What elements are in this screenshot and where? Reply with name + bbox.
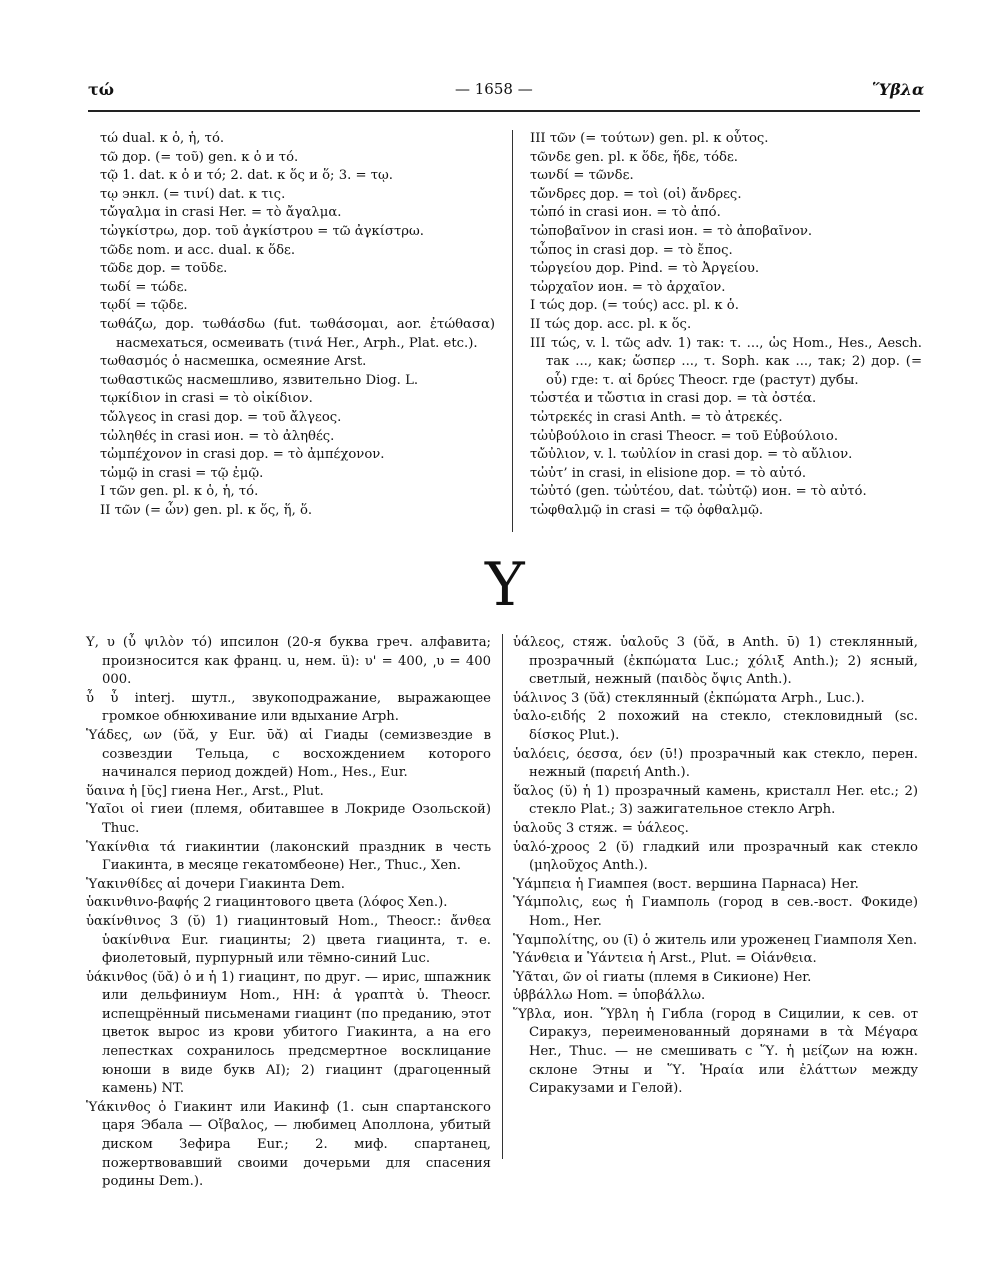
column-divider: [512, 130, 513, 532]
dictionary-entry: ὑάκινθος (ῠᾰ) ὁ и ἡ 1) гиацинт, по друг. — ирис, шпажник или дельфиниум Hom., HH: ἁ γραπτὰ ὑ. Theocr. испещрённый письменами гиацинт (по преданию, этот цветок вырос из крови убитого Гиакинта, а на его лепестках сохранилось предсмертное восклицание юноши в виде букв AI); 2) гиацинт (драгоценный камень) NT.: [86, 969, 491, 1097]
column-bottom-right: [513, 634, 918, 1099]
dictionary-entry: III τῶν (= τούτων) gen. pl. к οὗτος.: [530, 131, 769, 146]
dictionary-entry: τῶ дор. (= τοῦ) gen. к ὁ и τό.: [100, 149, 299, 165]
dictionary-entry: τωθασμός ὁ насмешка, осмеяние Arst.: [100, 354, 367, 370]
dictionary-entry: τῷ 1. dat. к ὁ и τό; 2. dat. к ὅς и ὅ; 3. = τῳ.: [100, 168, 393, 184]
dictionary-entry: τῶδε дор. = τοῦδε.: [100, 261, 228, 277]
dictionary-entry: Ὑακίνθια τά гиакинтии (лаконский праздник в честь Гиакинта, в месяце гекатомбеоне) Her., Thuc., Xen.: [86, 839, 491, 874]
dictionary-entry: τὦπος in crasi дор. = τὸ ἔπος.: [530, 242, 733, 258]
page-number: — 1658 —: [455, 80, 533, 98]
dictionary-entry: Ὑάδες, ων (ῠᾰ, у Eur. ῡᾰ) αἱ Гиады (семизвездие в созвездии Тельца, с восхождением которого начинался период дождей) Hom., Hes., Eur.: [86, 727, 491, 781]
dictionary-entry: ὕαλος (ῠ) ἡ 1) прозрачный камень, кристалл Her. etc.; 2) стекло Plat.; 3) зажигательное стекло Arph.: [513, 783, 918, 818]
dictionary-entry: τὠπό in crasi ион. = τὸ ἀπό.: [530, 205, 721, 221]
dictionary-entry: τὠὐτό (gen. τὠὐτέου, dat. τὠὐτῷ) ион. = τὸ αὐτό.: [530, 484, 867, 500]
column-bottom-left: [86, 634, 491, 1192]
dictionary-entry: Ὕβλα, ион. Ὕβλη ἡ Гибла (город в Сицилии, к сев. от Сиракуз, переименованный дорянами в τὰ Μέγαρα Her., Thuc. — не смешивать с Ὕ. ἡ μείζων на южн. склоне Этны и Ὕ. Ἡραία или ἐλάττων между Сиракузами и Гелой).: [513, 1006, 918, 1097]
dictionary-entry: Ὑάμπολις, εως ἡ Гиамполь (город в сев.-вост. Фокиде) Hom., Her.: [513, 895, 918, 929]
dictionary-entry: τὠποβαῖνον in crasi ион. = τὸ ἀποβαῖνον.: [530, 223, 813, 239]
column-divider: [502, 634, 503, 1159]
dictionary-entry: τῳδί = τῷδε.: [100, 298, 188, 314]
dictionary-entry: Ὑάκινθος ὁ Гиакинт или Иакинф (1. сын спартанского царя Эбала — Οἴβαλος, — любимец Аполлона, убитый диском Зефира Eur.; 2. миф. спартанец, пожертвовавший своими дочерьми для спасения родины Dem.).: [86, 1099, 491, 1190]
dictionary-entry: ὕαινα ἡ [ῠς] гиена Her., Arst., Plut.: [86, 783, 324, 799]
dictionary-entry: τὠὐβούλοιο in crasi Theocr. = τοῦ Εὐβούλοιο.: [530, 428, 839, 444]
dictionary-entry: ὑββάλλω Hom. = ὑποβάλλω.: [513, 988, 706, 1004]
dictionary-entry: τῶδε nom. и acc. dual. к ὅδε.: [100, 242, 296, 258]
dictionary-entry: ὑαλόεις, όεσσα, όεν (ῡ!) прозрачный как стекло, перен. нежный (παρειή Anth.).: [513, 746, 918, 781]
dictionary-entry: II τώς дор. acc. pl. к ὅς.: [530, 316, 692, 332]
dictionary-entry: τῳ энкл. (= τινί) dat. к τις.: [100, 186, 286, 202]
dictionary-entry: τωνδί = τῶνδε.: [530, 168, 634, 184]
dictionary-entry: τὠρχαῖον ион. = τὸ ἀρχαῖον.: [530, 279, 726, 295]
dictionary-entry: Ὑάνθεια и Ὑάντεια ἡ Arst., Plut. = Οἰάνθεια.: [513, 951, 817, 967]
column-top-right: [530, 130, 922, 520]
dictionary-entry: Ὑαῖοι οἱ гиеи (племя, обитавшее в Локриде Озольской) Thuc.: [86, 802, 491, 836]
dictionary-entry: I τώς дор. (= τούς) acc. pl. к ὁ.: [530, 298, 739, 314]
dictionary-entry: ὑαλοῦς 3 стяж. = ὑάλεος.: [513, 820, 689, 836]
dictionary-entry: τὤλγεος in crasi дор. = τοῦ ἄλγεος.: [100, 409, 342, 425]
dictionary-entry: τωθάζω, дор. τωθάσδω (fut. τωθάσομαι, aor. ἐτώθασα) насмехаться, осмеивать (τινά Her., Arph., Plat. etc.).: [100, 316, 495, 351]
dictionary-entry: τὠληθές in crasi ион. = τὸ ἀληθές.: [100, 428, 335, 444]
dictionary-entry: τὤὐλιον, v. l. τωὐλίον in crasi дор. = τὸ αὔλιον.: [530, 447, 853, 463]
dictionary-entry: ὖ ὖ interj. шутл., звукоподражание, выражающее громкое обнюхивание или вдыхание Arph.: [86, 690, 491, 725]
dictionary-entry: ὑάλινος 3 (ῠᾰ) стеклянный (ἐκπώματα Arph., Luc.).: [513, 690, 865, 706]
dictionary-entry: I τῶν gen. pl. к ὁ, ἡ, τό.: [100, 484, 259, 500]
dictionary-entry: τὠφθαλμῷ in crasi = τῷ ὀφθαλμῷ.: [530, 502, 764, 518]
dictionary-entry: ὑάλεος, стяж. ὑαλοῦς 3 (ῠᾰ, в Anth. ῡ) 1) стеклянный, прозрачный (ἐκπώματα Luc.; χόλιξ Anth.); 2) ясный, светлый, нежный (παιδὸς ὄψις Anth.).: [513, 635, 918, 688]
header-right-word: Ὕβλα: [872, 80, 925, 99]
dictionary-entry: III τώς, v. l. τῶς adv. 1) так: τ. ..., ὡς Hom., Hes., Aesch. так ..., как; ὥσπερ ..., τ. Soph. как ..., так; 2) дор. (= οὗ) где: τ. αἱ δρύες Theocr. где (растут) дубы.: [530, 335, 922, 388]
dictionary-entry: ὑαλό-χροος 2 (ῠ) гладкий или прозрачный как стекло (μηλοῦχος Anth.).: [513, 839, 918, 874]
dictionary-entry: Ὑακινθίδες αἱ дочери Гиакинта Dem.: [86, 876, 345, 892]
column-top-left: [100, 130, 495, 520]
dictionary-entry: τώ dual. к ὁ, ἡ, τό.: [100, 131, 225, 146]
dictionary-entry: Ὑάμπεια ἡ Гиампея (вост. вершина Парнаса) Her.: [513, 876, 859, 892]
header-left-word: τώ: [88, 80, 114, 99]
dictionary-entry: τωδί = τώδε.: [100, 279, 188, 295]
dictionary-entry: τὠμπέχονον in crasi дор. = τὸ ἀμπέχονον.: [100, 447, 385, 463]
dictionary-entry: Ὑαμπολίτης, ου (ῑ) ὁ житель или уроженец Гиамполя Xen.: [513, 932, 918, 948]
dictionary-entry: II τῶν (= ὧν) gen. pl. к ὅς, ἥ, ὅ.: [100, 502, 313, 518]
dictionary-entry: τὤγαλμα in crasi Her. = τὸ ἄγαλμα.: [100, 205, 342, 221]
dictionary-entry: τῶνδε gen. pl. к ὅδε, ἥδε, τόδε.: [530, 149, 738, 165]
dictionary-entry: Ὑᾶται, ῶν οἱ гиаты (племя в Сикионе) Her.: [513, 969, 812, 985]
dictionary-entry: τὠμῷ in crasi = τῷ ἐμῷ.: [100, 465, 264, 481]
dictionary-entry: τῳκίδιον in crasi = τὸ οἰκίδιον.: [100, 391, 313, 407]
dictionary-entry: ὑακινθινο-βαφής 2 гиацинтового цвета (λόφος Xen.).: [86, 895, 448, 911]
dictionary-entry: τὠστέα и τὤστια in crasi дор. = τὰ ὀστέα.: [530, 391, 817, 407]
dictionary-entry: ὑακίνθινος 3 (ῠ) 1) гиацинтовый Hom., Theocr.: ἄνθεα ὑακίνθινα Eur. гиацинты; 2) цвета гиацинта, т. е. фиолетовый, пурпурный или тёмно-синий Luc.: [86, 913, 491, 967]
dictionary-entry: τὤνδρες дор. = τοὶ (οἱ) ἄνδρες.: [530, 186, 742, 202]
header-rule: [88, 110, 920, 112]
dictionary-entry: τὠγκίστρω, дор. τοῦ ἀγκίστρου = τῶ ἀγκίστρω.: [100, 223, 424, 239]
dictionary-entry: τωθαστικῶς насмешливо, язвительно Diog. L.: [100, 372, 419, 388]
dictionary-entry: τὠὐτ’ in crasi, in elisione дор. = τὸ αὐτό.: [530, 465, 807, 481]
dictionary-entry: τὠργείου дор. Pind. = τὸ Ἀργείου.: [530, 261, 760, 277]
dictionary-entry: τὠτρεκές in crasi Anth. = τὸ ἀτρεκές.: [530, 409, 783, 425]
dictionary-entry: ὑαλο-ειδής 2 похожий на стекло, стекловидный (sc. δίσκος Plut.).: [513, 709, 918, 743]
dictionary-entry: Υ, υ (ὖ ψιλὸν τό) ипсилон (20-я буква греч. алфавита; произносится как франц. u, нем. ü): υ' = 400, ͵υ = 400 000.: [86, 635, 491, 688]
section-letter: Υ: [485, 550, 525, 620]
